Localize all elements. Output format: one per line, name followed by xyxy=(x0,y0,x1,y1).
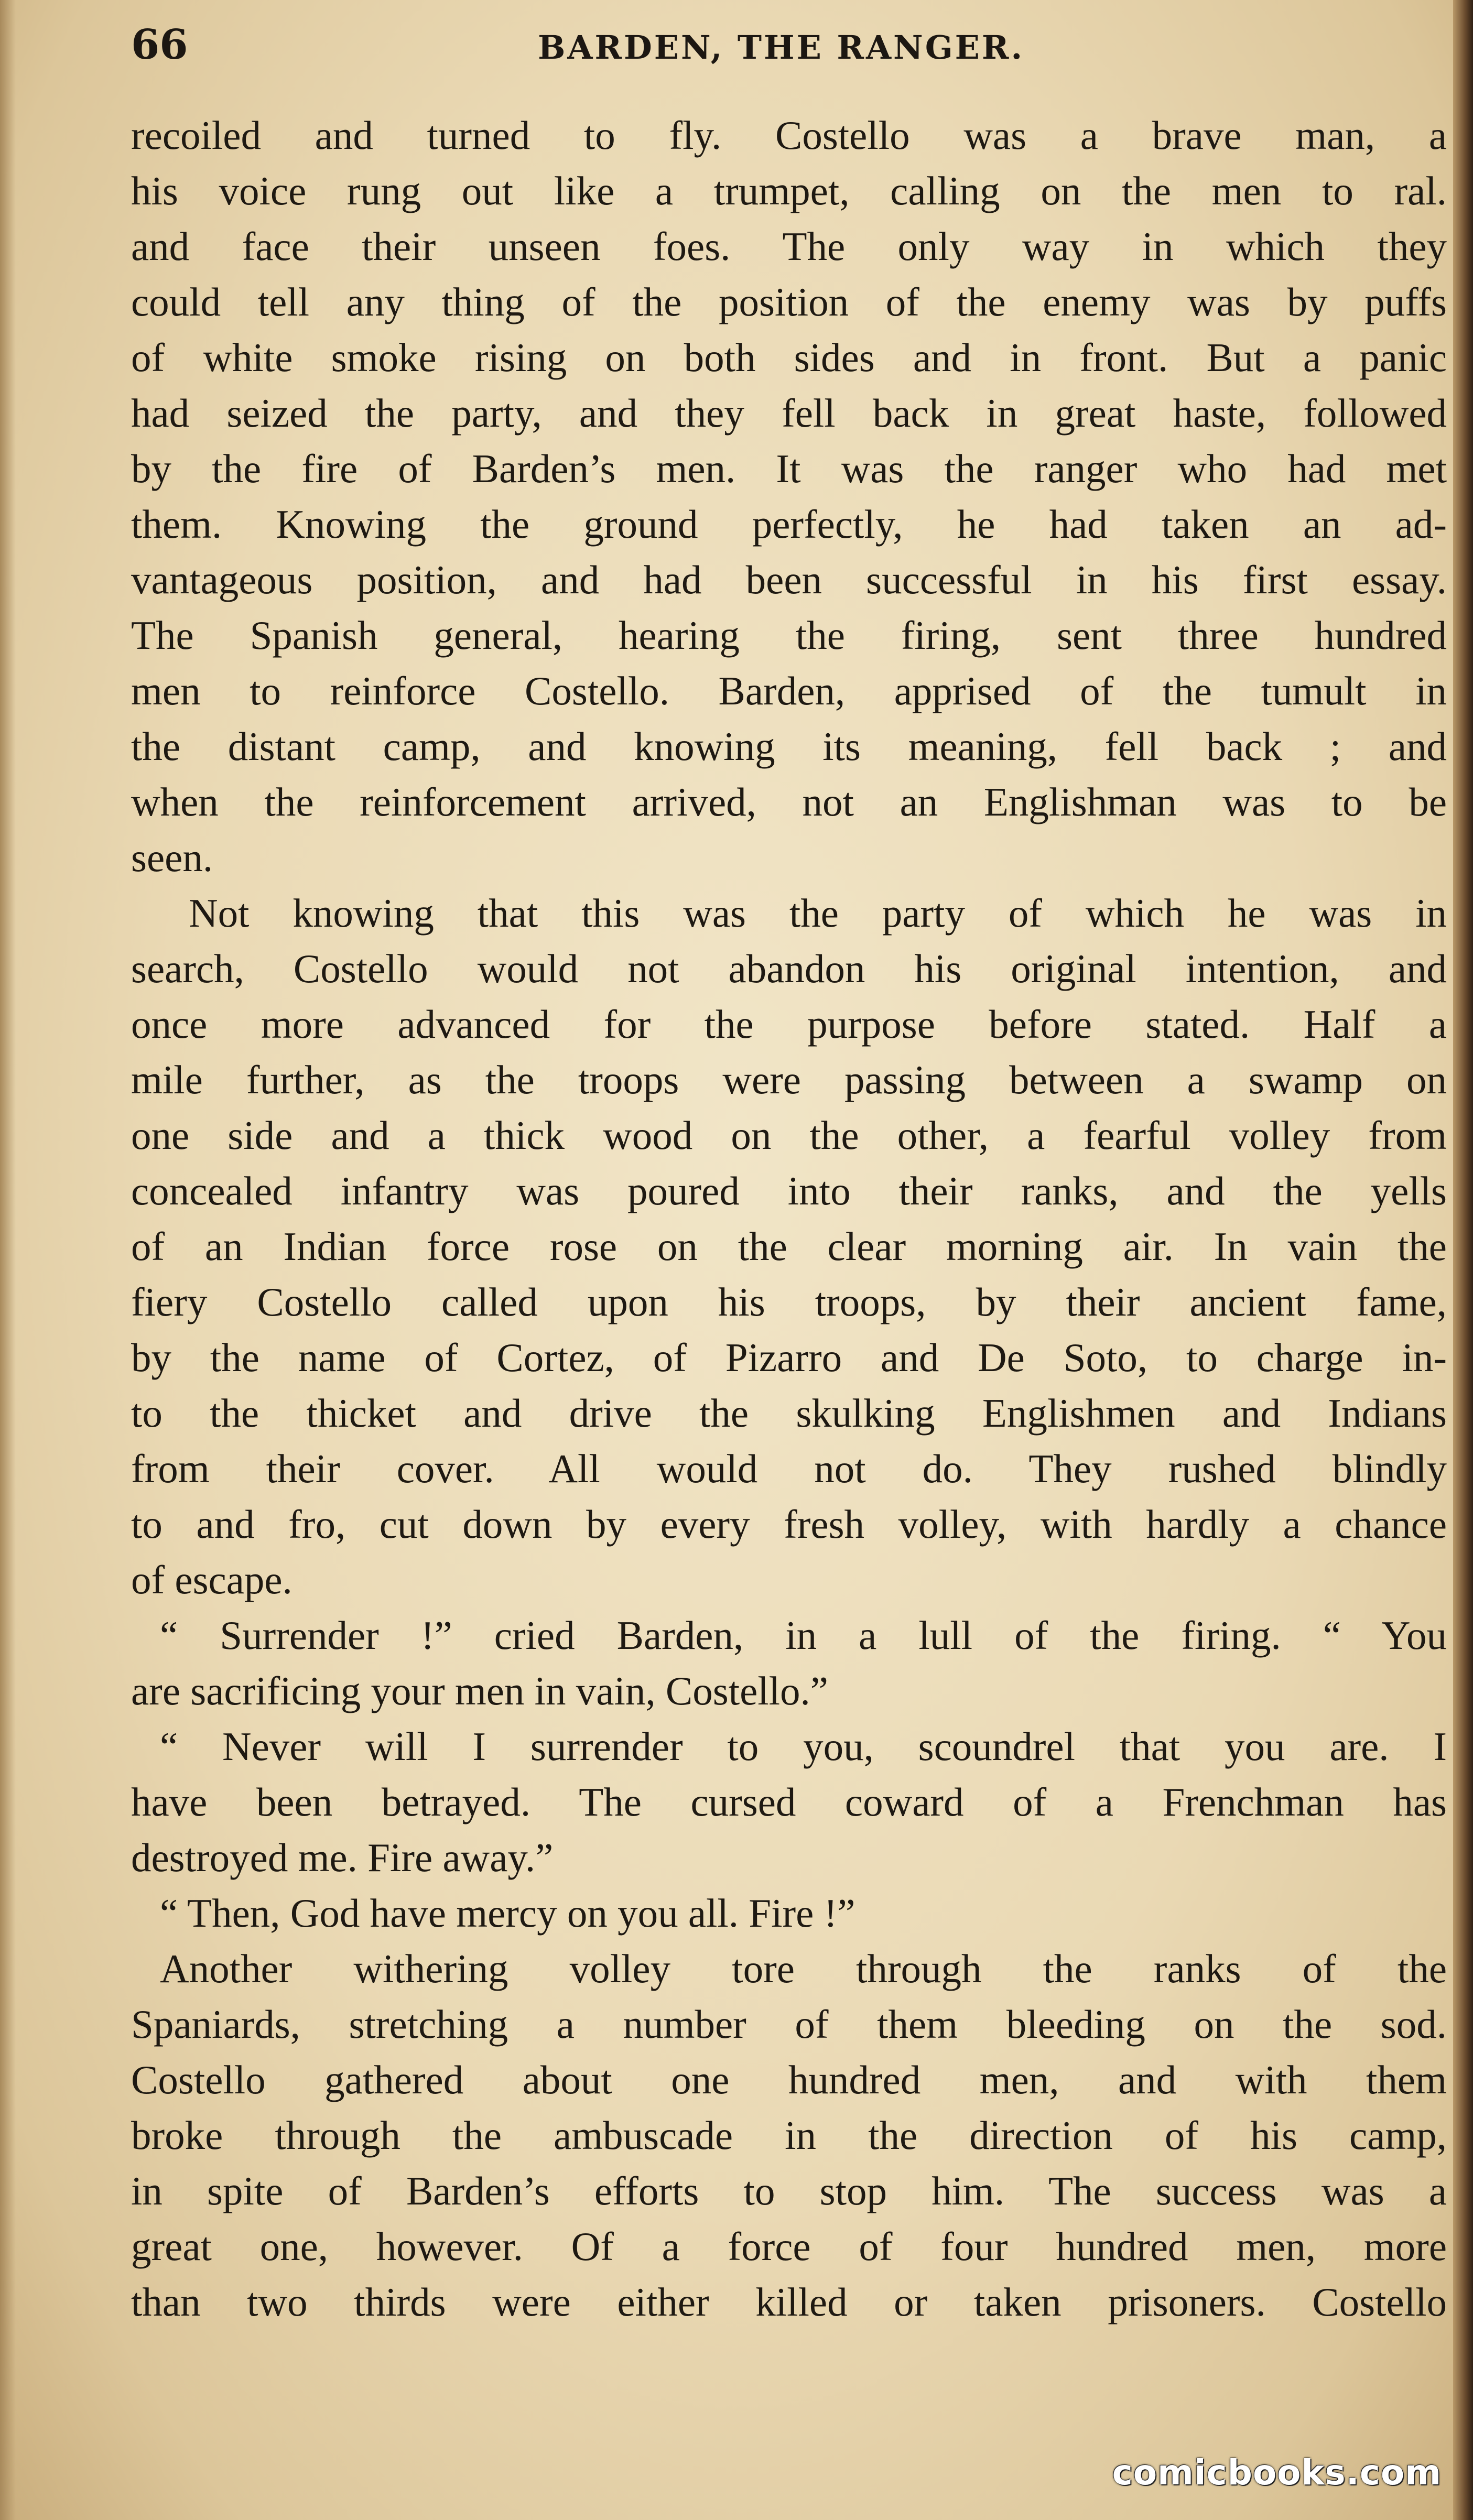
text-line: one side and a thick wood on the other, a fearful volley from xyxy=(131,1113,1447,1158)
text-line: from their cover. All would not do. They rushed blindly xyxy=(131,1446,1447,1491)
text-line: men to reinforce Costello. Barden, apprised of the tumult in xyxy=(131,668,1447,713)
text-line: “ Then, God have mercy on you all. Fire !” xyxy=(160,1891,855,1936)
text-line: of an Indian force rose on the clear morning air. In vain the xyxy=(131,1224,1447,1269)
text-line: have been betrayed. The cursed coward of a Frenchman has xyxy=(131,1779,1447,1824)
text-line: seen. xyxy=(131,835,213,880)
page-left-shadow xyxy=(0,0,16,2520)
text-line: “ Surrender !” cried Barden, in a lull of the firing. “ You xyxy=(160,1613,1447,1658)
running-head: BARDEN, THE RANGER. xyxy=(537,28,1025,67)
body-text xyxy=(131,107,1447,2330)
page-header xyxy=(131,16,1431,79)
text-line: in spite of Barden’s efforts to stop him. The success was a xyxy=(131,2168,1447,2213)
text-line: when the reinforcement arrived, not an Englishman was to be xyxy=(131,779,1447,824)
text-line: to and fro, cut down by every fresh volley, with hardly a chance xyxy=(131,1502,1447,1547)
text-line: Spaniards, stretching a number of them bleeding on the sod. xyxy=(131,2002,1447,2047)
text-line: by the name of Cortez, of Pizarro and De Soto, to charge in- xyxy=(131,1335,1447,1380)
text-line: of escape. xyxy=(131,1557,293,1602)
text-line: of white smoke rising on both sides and in front. But a panic xyxy=(131,335,1447,380)
text-line: had seized the party, and they fell back in great haste, followed xyxy=(131,390,1447,436)
text-line: vantageous position, and had been successful in his first essay. xyxy=(131,557,1447,602)
text-line: Costello gathered about one hundred men, and with them xyxy=(131,2057,1447,2102)
text-line: concealed infantry was poured into their ranks, and the yells xyxy=(131,1168,1447,1213)
text-line: “ Never will I surrender to you, scoundrel that you are. I xyxy=(160,1724,1447,1769)
text-line: to the thicket and drive the skulking Englishmen and Indians xyxy=(131,1391,1447,1436)
text-line: destroyed me. Fire away.” xyxy=(131,1835,554,1880)
watermark: comicbooks.com xyxy=(1112,2452,1442,2493)
text-line: fiery Costello called upon his troops, by their ancient fame, xyxy=(131,1279,1447,1324)
text-line: are sacrificing your men in vain, Costello.” xyxy=(131,1668,828,1713)
page-number: 66 xyxy=(131,21,188,69)
text-line: mile further, as the troops were passing between a swamp on xyxy=(131,1057,1447,1102)
page-right-edge xyxy=(1453,0,1473,2520)
text-line: than two thirds were either killed or taken prisoners. Costello xyxy=(131,2279,1447,2325)
text-line: the distant camp, and knowing its meaning, fell back ; and xyxy=(131,724,1447,769)
text-line: recoiled and turned to fly. Costello was a brave man, a xyxy=(131,113,1447,158)
text-line: great one, however. Of a force of four hundred men, more xyxy=(131,2224,1447,2269)
text-line: broke through the ambuscade in the direction of his camp, xyxy=(131,2113,1447,2158)
text-line: once more advanced for the purpose before stated. Half a xyxy=(131,1002,1447,1047)
text-line: The Spanish general, hearing the firing, sent three hundred xyxy=(131,613,1447,658)
text-line: Not knowing that this was the party of which he was in xyxy=(189,890,1447,936)
text-line: and face their unseen foes. The only way in which they xyxy=(131,224,1447,269)
text-line: by the fire of Barden’s men. It was the ranger who had met xyxy=(131,446,1447,491)
text-line: Another withering volley tore through the ranks of the xyxy=(160,1946,1447,1991)
text-line: them. Knowing the ground perfectly, he had taken an ad- xyxy=(131,502,1447,547)
text-line: his voice rung out like a trumpet, calling on the men to ral. xyxy=(131,168,1447,213)
text-line: search, Costello would not abandon his original intention, and xyxy=(131,946,1447,991)
text-line: could tell any thing of the position of the enemy was by puffs xyxy=(131,279,1447,324)
